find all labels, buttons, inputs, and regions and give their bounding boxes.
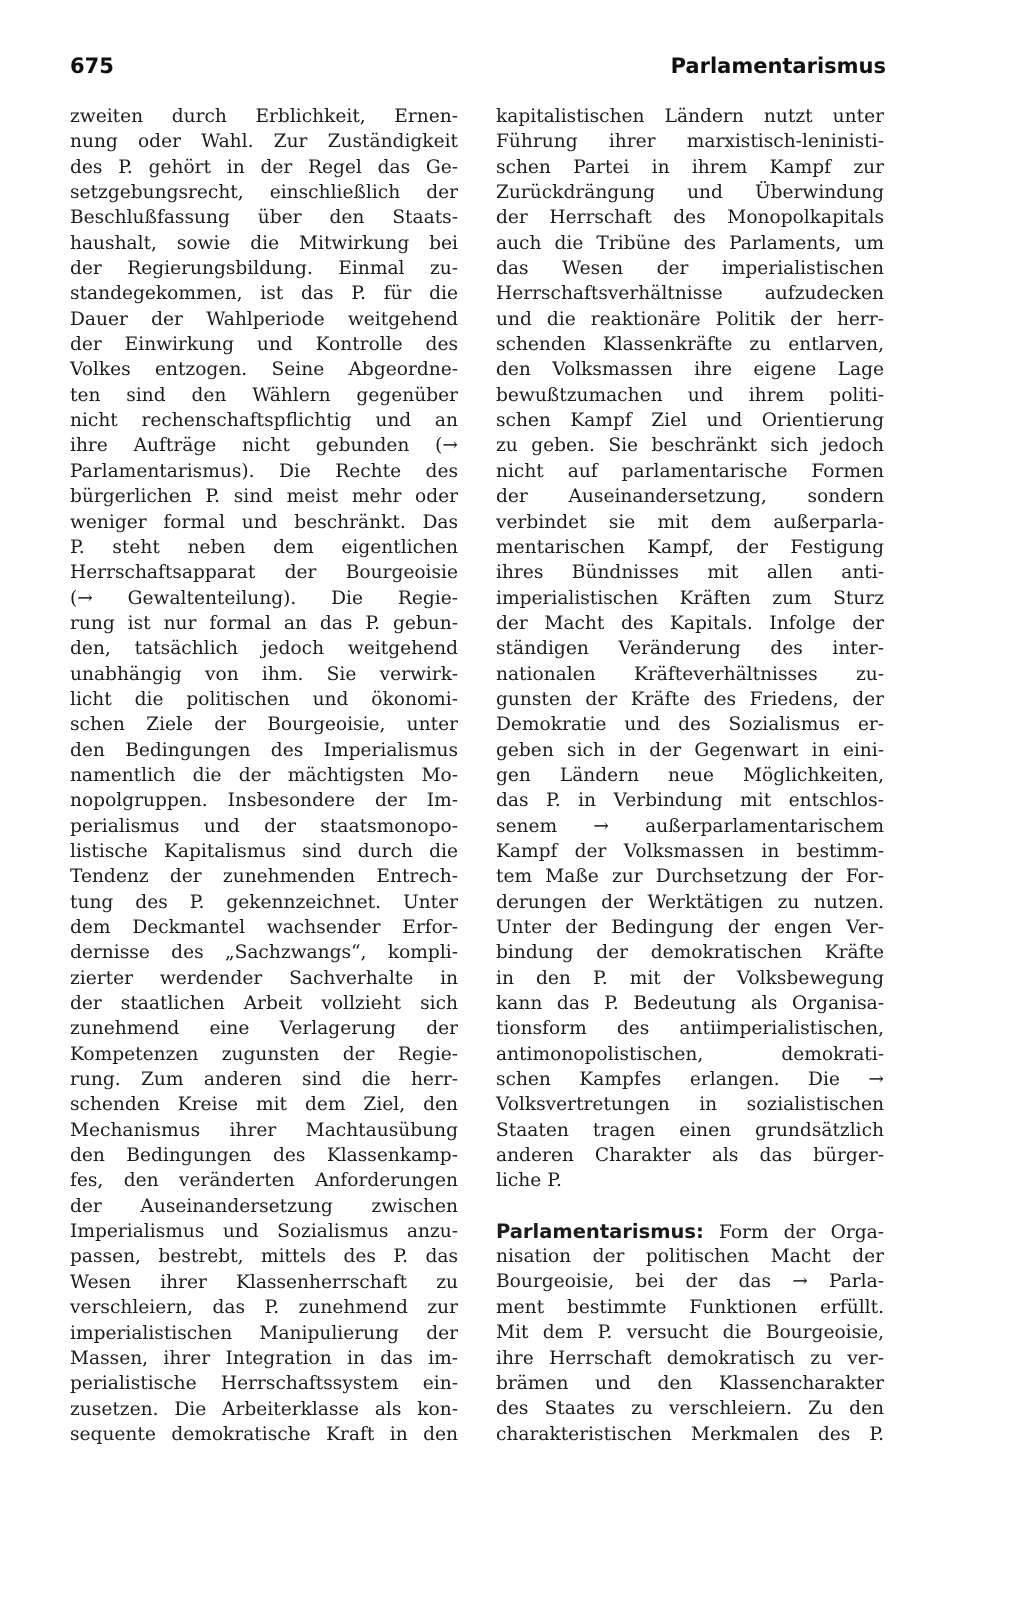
text-line: Zurückdrängung und Überwindung	[496, 182, 884, 204]
text-line: zweiten durch Erblichkeit, Ernen-	[70, 106, 458, 127]
text-line: licht die politischen und ökonomi-	[70, 688, 458, 710]
text-line: den Bedingungen des Klassenkamp-	[70, 1145, 458, 1167]
text-line: perialismus und der staatsmonopo-	[70, 815, 458, 837]
text-line: unabhängig von ihm. Sie verwirk-	[70, 663, 458, 685]
text-line: Volkes entzogen. Seine Abgeordne-	[70, 359, 458, 381]
text-line: listische Kapitalismus sind durch die	[70, 840, 458, 862]
text-line: der staatlichen Arbeit vollzieht sich	[70, 993, 458, 1015]
text-line: schen Kampf Ziel und Orientierung	[496, 410, 884, 432]
text-line: der Einwirkung und Kontrolle des	[70, 334, 458, 356]
text-line: Staaten tragen einen grundsätzlich	[496, 1119, 884, 1141]
text-line: tionsform des antiimperialistischen,	[496, 1018, 884, 1040]
text-line: zu geben. Sie beschränkt sich jedoch	[496, 435, 884, 457]
text-line: ten sind den Wählern gegenüber	[70, 384, 458, 406]
text-line: sequente demokratische Kraft in den	[70, 1423, 458, 1445]
text-line: in den P. mit der Volksbewegung	[496, 967, 884, 989]
text-line: Massen, ihrer Integration in das im-	[70, 1347, 458, 1369]
text-line: des P. gehört in der Regel das Ge-	[70, 156, 458, 178]
text-line: kann das P. Bedeutung als Organisa-	[496, 993, 884, 1015]
text-line: fes, den veränderten Anforderungen	[70, 1170, 458, 1192]
cross-reference-line: Bourgeoisie, bei der das → Parla-	[496, 1271, 884, 1293]
text-line: rung. Zum anderen sind die herr-	[70, 1069, 458, 1091]
text-line: verschleiern, das P. zunehmend zur	[70, 1297, 458, 1319]
entry-headword: Parlamentarismus:	[496, 1219, 704, 1243]
text-line: namentlich die der mächtigsten Mo-	[70, 764, 458, 786]
text-line: den Bedingungen des Imperialismus	[70, 739, 458, 761]
text-line: ihre Herrschaft demokratisch zu ver-	[496, 1347, 884, 1369]
text-line: der Regierungsbildung. Einmal zu-	[70, 258, 458, 280]
entry-separator	[496, 1194, 884, 1219]
text-line: der Macht des Kapitals. Infolge der	[496, 612, 884, 634]
text-line: derungen der Werktätigen zu nutzen.	[496, 891, 884, 913]
text-line: nationalen Kräfteverhältnisses zu-	[496, 663, 884, 685]
text-line: Herrschaftsapparat der Bourgeoisie	[70, 562, 458, 584]
text-line: brämen und den Klassencharakter	[496, 1372, 884, 1394]
text-line: auch die Tribüne des Parlaments, um	[496, 232, 884, 254]
text-line: bindung der demokratischen Kräfte	[496, 942, 884, 964]
text-line: der Auseinandersetzung zwischen	[70, 1195, 458, 1217]
text-line: das P. in Verbindung mit entschlos-	[496, 790, 884, 812]
right-column	[496, 104, 884, 1447]
text-line: antimonopolistischen, demokrati-	[496, 1043, 884, 1065]
text-line: Kampf der Volksmassen in bestimm-	[496, 840, 884, 862]
text-line: geben sich in der Gegenwart in eini-	[496, 739, 884, 761]
text-line: Demokratie und des Sozialismus er-	[496, 714, 884, 736]
text-line: liche P.	[496, 1170, 562, 1192]
text-line: ment bestimmte Funktionen erfüllt.	[496, 1296, 884, 1318]
entry-first-line-text: Form der Orga-	[718, 1221, 884, 1243]
text-line: schen Ziele der Bourgeoisie, unter	[70, 714, 458, 736]
text-line: dem Deckmantel wachsender Erfor-	[70, 917, 458, 938]
cross-reference-line: Parlamentarismus). Die Rechte des	[70, 460, 458, 482]
text-line: ihres Bündnisses mit allen anti-	[496, 562, 884, 584]
left-column	[70, 104, 458, 1447]
text-line: charakteristischen Merkmalen des P.	[496, 1423, 884, 1445]
text-line: kapitalistischen Ländern nutzt unter	[496, 106, 884, 127]
text-line: perialistische Herrschaftssystem ein-	[70, 1373, 458, 1395]
text-line: Herrschaftsverhältnisse aufzudecken	[496, 283, 884, 305]
running-head: Parlamentarismus	[670, 54, 886, 78]
text-line: haushalt, sowie die Mitwirkung bei	[70, 232, 458, 254]
text-line: Tendenz der zunehmenden Entrech-	[70, 866, 458, 888]
text-line: tem Maße zur Durchsetzung der For-	[496, 866, 884, 888]
text-line: passen, bestrebt, mittels des P. das	[70, 1246, 458, 1268]
text-line: standegekommen, ist das P. für die	[70, 283, 458, 305]
text-line: der Auseinandersetzung, sondern	[496, 486, 884, 508]
text-line: schenden Kreise mit dem Ziel, den	[70, 1094, 458, 1116]
text-line: Beschlußfassung über den Staats-	[70, 207, 458, 229]
text-line: Imperialismus und Sozialismus anzu-	[70, 1221, 458, 1243]
text-line: setzgebungsrecht, einschließlich der	[70, 182, 458, 204]
text-line: P. steht neben dem eigentlichen	[70, 536, 458, 558]
text-line: Wesen ihrer Klassenherrschaft zu	[70, 1271, 458, 1293]
text-line: ständigen Veränderung des inter-	[496, 638, 884, 660]
text-line: ihre Aufträge nicht gebunden (→	[70, 435, 458, 457]
text-line: Führung ihrer marxistisch-leninisti-	[496, 131, 884, 153]
text-line: nung oder Wahl. Zur Zuständigkeit	[70, 131, 458, 153]
text-line: Mit dem P. versucht die Bourgeoisie,	[496, 1322, 884, 1344]
entry-first-line	[496, 1219, 884, 1244]
text-line: das Wesen der imperialistischen	[496, 258, 884, 280]
text-line: gunsten der Kräfte des Friedens, der	[496, 688, 884, 710]
text-line: mentarischen Kampf, der Festigung	[496, 536, 884, 558]
text-line: den, tatsächlich jedoch weitgehend	[70, 638, 458, 660]
text-line: verbindet sie mit dem außerparla-	[496, 511, 884, 533]
text-line: zusetzen. Die Arbeiterklasse als kon-	[70, 1398, 458, 1420]
text-line: der Herrschaft des Monopolkapitals	[496, 207, 884, 229]
text-line: den Volksmassen ihre eigene Lage	[496, 359, 884, 381]
text-line: bürgerlichen P. sind meist mehr oder	[70, 486, 458, 508]
text-line: schen Kampfes erlangen. Die →	[496, 1069, 884, 1091]
page-header	[70, 54, 886, 90]
text-line: nopolgruppen. Insbesondere der Im-	[70, 790, 458, 812]
text-line: schen Partei in ihrem Kampf zur	[496, 156, 884, 178]
text-line: und die reaktionäre Politik der herr-	[496, 308, 884, 330]
text-line: nicht auf parlamentarische Formen	[496, 460, 884, 482]
cross-reference-line: senem → außerparlamentarischem	[496, 815, 884, 837]
text-line: weniger formal und beschränkt. Das	[70, 511, 458, 533]
text-line: tung des P. gekennzeichnet. Unter	[70, 891, 458, 913]
text-line: gen Ländern neue Möglichkeiten,	[496, 764, 884, 786]
text-line: Unter der Bedingung der engen Ver-	[496, 917, 884, 938]
text-line: rung ist nur formal an das P. gebun-	[70, 612, 458, 634]
text-line: nicht rechenschaftspflichtig und an	[70, 410, 458, 432]
text-line: nisation der politischen Macht der	[496, 1246, 884, 1268]
text-line: Kompetenzen zugunsten der Regie-	[70, 1043, 458, 1065]
text-line: zierter werdender Sachverhalte in	[70, 967, 458, 989]
text-line: anderen Charakter als das bürger-	[496, 1145, 884, 1167]
page-number: 675	[70, 54, 114, 78]
cross-reference-line: (→ Gewaltenteilung). Die Regie-	[70, 587, 458, 609]
cross-reference-line: Volksvertretungen in sozialistischen	[496, 1094, 884, 1116]
text-line: Mechanismus ihrer Machtausübung	[70, 1119, 458, 1141]
text-line: zunehmend eine Verlagerung der	[70, 1018, 458, 1040]
text-line: Dauer der Wahlperiode weitgehend	[70, 308, 458, 330]
text-line: des Staates zu verschleiern. Zu den	[496, 1398, 884, 1420]
text-line: schenden Klassenkräfte zu entlarven,	[496, 334, 884, 356]
text-line: bewußtzumachen und ihrem politi-	[496, 384, 884, 406]
text-line: imperialistischen Manipulierung der	[70, 1322, 458, 1344]
text-line: dernisse des „Sachzwangs“, kompli-	[70, 942, 458, 964]
text-line: imperialistischen Kräften zum Sturz	[496, 587, 884, 609]
